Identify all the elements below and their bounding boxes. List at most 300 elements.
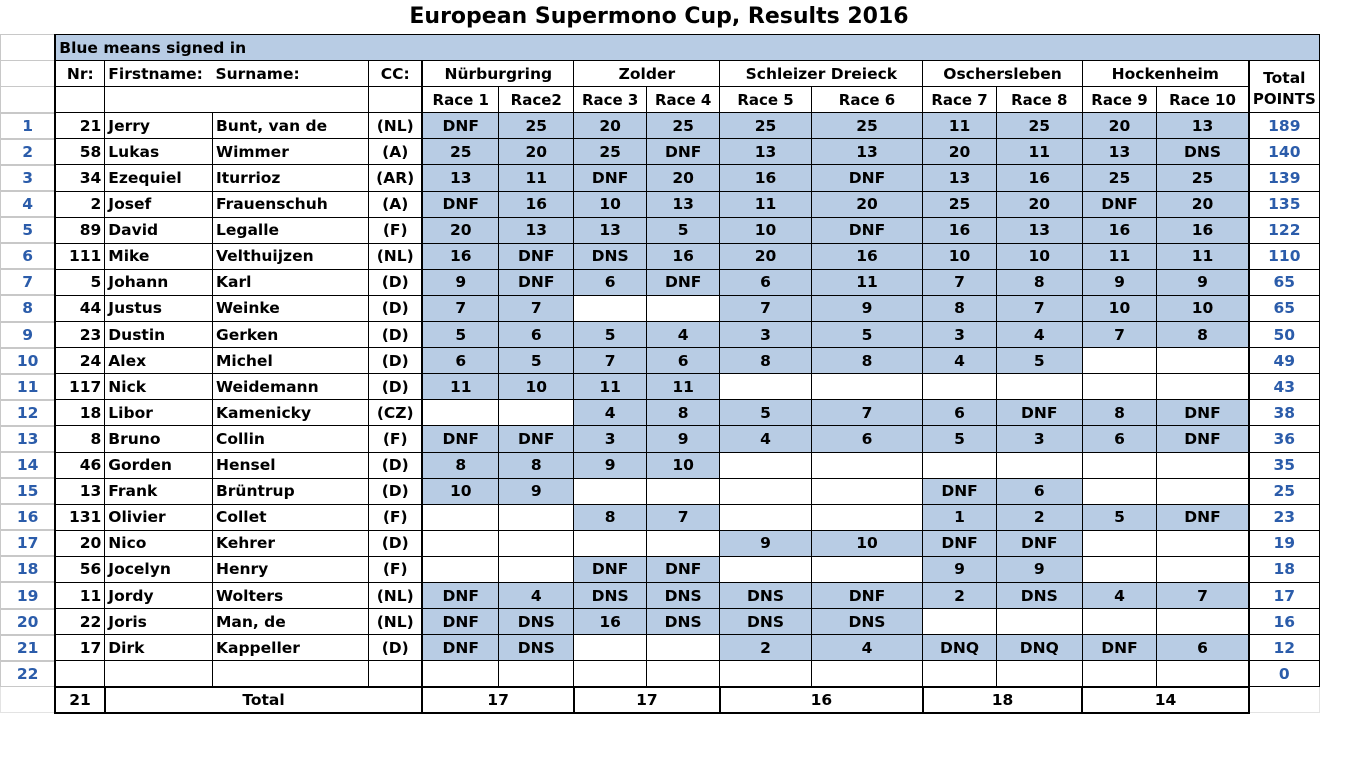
rider-nr: 56 <box>55 556 105 582</box>
race-result: 8 <box>923 295 997 321</box>
rider-country: (D) <box>369 295 423 321</box>
rider-nr: 13 <box>55 478 105 504</box>
race-result: 25 <box>646 113 720 139</box>
row-number-cell <box>1 35 56 61</box>
rider-total-points: 49 <box>1249 348 1319 374</box>
rider-total-points: 122 <box>1249 217 1319 243</box>
race-result-empty <box>1082 478 1156 504</box>
race-result: 8 <box>1082 400 1156 426</box>
rider-surname: Gerken <box>212 322 368 348</box>
rider-surname: Weinke <box>212 295 368 321</box>
race-result-empty <box>499 661 574 687</box>
rider-firstname: Bruno <box>105 426 213 452</box>
race-result: DNF <box>646 269 720 295</box>
rider-total-points: 65 <box>1249 269 1319 295</box>
row-number: 11 <box>1 374 56 400</box>
rider-nr: 22 <box>55 609 105 635</box>
race-result: 13 <box>996 217 1082 243</box>
cell <box>55 87 105 113</box>
race-result-empty <box>574 530 647 556</box>
row-number: 1 <box>1 113 56 139</box>
rider-total-points: 189 <box>1249 113 1319 139</box>
rider-nr: 18 <box>55 400 105 426</box>
rider-firstname: Olivier <box>105 504 213 530</box>
race-result: 9 <box>1082 269 1156 295</box>
race-result-empty <box>811 504 923 530</box>
race-result: 5 <box>646 217 720 243</box>
race-result-empty <box>1157 556 1249 582</box>
venue-total: 18 <box>923 687 1082 713</box>
race-result-empty <box>996 661 1082 687</box>
rider-nr: 58 <box>55 139 105 165</box>
race-result: 7 <box>1082 322 1156 348</box>
row-number: 6 <box>1 243 56 269</box>
rider-nr: 89 <box>55 217 105 243</box>
rider-firstname: Justus <box>105 295 213 321</box>
row-number: 5 <box>1 217 56 243</box>
race-result: DNF <box>499 426 574 452</box>
race-result: 16 <box>1157 217 1249 243</box>
race-result: DNS <box>1157 139 1249 165</box>
rider-total-points: 135 <box>1249 191 1319 217</box>
race-header: Race 5 <box>720 87 811 113</box>
race-result: DNF <box>422 426 498 452</box>
race-result: 8 <box>720 348 811 374</box>
race-result: 4 <box>499 582 574 608</box>
race-result-empty <box>811 478 923 504</box>
rider-firstname: Josef <box>105 191 213 217</box>
race-result-empty <box>720 504 811 530</box>
race-result: 5 <box>720 400 811 426</box>
rider-country: (D) <box>369 530 423 556</box>
rider-country: (A) <box>369 191 423 217</box>
race-result: 11 <box>646 374 720 400</box>
row-number: 19 <box>1 582 56 608</box>
rider-country: (D) <box>369 374 423 400</box>
race-result-empty <box>720 478 811 504</box>
legend-row <box>1 35 1366 61</box>
race-result: DNF <box>996 530 1082 556</box>
venue-total: 14 <box>1082 687 1249 713</box>
race-result: DNS <box>646 582 720 608</box>
rider-nr: 11 <box>55 582 105 608</box>
race-result: 13 <box>1157 113 1249 139</box>
race-result-empty <box>574 661 647 687</box>
rider-nr: 20 <box>55 530 105 556</box>
rider-total-points: 36 <box>1249 426 1319 452</box>
race-result: 20 <box>720 243 811 269</box>
rider-total-points: 18 <box>1249 556 1319 582</box>
venue-total: 16 <box>720 687 923 713</box>
race-result: 13 <box>811 139 923 165</box>
race-result: 6 <box>720 269 811 295</box>
race-result: 10 <box>574 191 647 217</box>
race-result-empty <box>811 452 923 478</box>
race-result: 7 <box>1157 582 1249 608</box>
race-result: 9 <box>1157 269 1249 295</box>
race-result: 8 <box>811 348 923 374</box>
race-result: 16 <box>574 609 647 635</box>
rider-surname: Karl <box>212 269 368 295</box>
race-result: 11 <box>720 191 811 217</box>
race-result-empty <box>1082 661 1156 687</box>
race-result-empty <box>923 609 997 635</box>
race-result: 6 <box>996 478 1082 504</box>
race-result-empty <box>1157 478 1249 504</box>
rider-nr: 111 <box>55 243 105 269</box>
header-firstname: Firstname: <box>105 61 213 87</box>
rider-nr: 34 <box>55 165 105 191</box>
race-result-empty <box>422 504 498 530</box>
rider-row <box>1 426 1366 452</box>
race-result: 5 <box>499 348 574 374</box>
race-result-empty <box>1082 556 1156 582</box>
race-header: Race 9 <box>1082 87 1156 113</box>
race-header: Race 8 <box>996 87 1082 113</box>
row-number: 17 <box>1 530 56 556</box>
rider-surname: Kehrer <box>212 530 368 556</box>
race-result: 6 <box>646 348 720 374</box>
venue-header: Oschersleben <box>923 61 1082 87</box>
rider-row <box>1 269 1366 295</box>
race-result: 10 <box>1157 295 1249 321</box>
row-number: 7 <box>1 269 56 295</box>
rider-country: (D) <box>369 452 423 478</box>
rider-country: (CZ) <box>369 400 423 426</box>
rider-surname: Brüntrup <box>212 478 368 504</box>
race-result: 25 <box>923 191 997 217</box>
race-result-empty <box>646 635 720 661</box>
race-result: 5 <box>422 322 498 348</box>
race-result-empty <box>811 661 923 687</box>
race-result: 5 <box>811 322 923 348</box>
rider-country: (AR) <box>369 165 423 191</box>
rider-country: (NL) <box>369 243 423 269</box>
venue-header: Schleizer Dreieck <box>720 61 923 87</box>
rider-surname: Velthuijzen <box>212 243 368 269</box>
race-result: 8 <box>499 452 574 478</box>
race-result: DNF <box>1157 504 1249 530</box>
race-result: DNS <box>646 609 720 635</box>
race-result: 16 <box>996 165 1082 191</box>
results-table <box>0 34 1366 714</box>
header-row-races <box>1 87 1366 113</box>
venue-total: 17 <box>422 687 574 713</box>
rider-country: (D) <box>369 269 423 295</box>
race-result: 4 <box>720 426 811 452</box>
rider-country: (D) <box>369 478 423 504</box>
rider-surname <box>212 661 368 687</box>
race-result: 3 <box>996 426 1082 452</box>
race-result: DNF <box>1157 400 1249 426</box>
race-result: 6 <box>1082 426 1156 452</box>
race-result: 4 <box>1082 582 1156 608</box>
race-result: 8 <box>574 504 647 530</box>
row-number: 8 <box>1 295 56 321</box>
rider-surname: Kappeller <box>212 635 368 661</box>
race-result: 20 <box>811 191 923 217</box>
race-result: 5 <box>574 322 647 348</box>
venue-header: Zolder <box>574 61 720 87</box>
race-result: 10 <box>422 478 498 504</box>
race-result: 16 <box>811 243 923 269</box>
rider-firstname: Ezequiel <box>105 165 213 191</box>
row-number: 21 <box>1 635 56 661</box>
race-result: 13 <box>1082 139 1156 165</box>
race-result: 4 <box>811 635 923 661</box>
rider-total-points: 16 <box>1249 609 1319 635</box>
rider-surname: Legalle <box>212 217 368 243</box>
race-result: 16 <box>1082 217 1156 243</box>
rider-surname: Henry <box>212 556 368 582</box>
rider-nr: 8 <box>55 426 105 452</box>
race-result-empty <box>422 400 498 426</box>
rider-firstname <box>105 661 213 687</box>
race-result: 6 <box>811 426 923 452</box>
race-result: 25 <box>811 113 923 139</box>
race-result: 20 <box>1157 191 1249 217</box>
race-header: Race2 <box>499 87 574 113</box>
rider-firstname: Nico <box>105 530 213 556</box>
rider-firstname: Lukas <box>105 139 213 165</box>
rider-row <box>1 478 1366 504</box>
rider-nr: 2 <box>55 191 105 217</box>
rider-row <box>1 556 1366 582</box>
race-result-empty <box>574 295 647 321</box>
rider-surname: Wolters <box>212 582 368 608</box>
race-result: 6 <box>422 348 498 374</box>
race-result: 10 <box>1082 295 1156 321</box>
race-result-empty <box>646 530 720 556</box>
rider-country: (D) <box>369 322 423 348</box>
rider-surname: Collet <box>212 504 368 530</box>
race-result: DNF <box>996 400 1082 426</box>
race-header: Race 1 <box>422 87 498 113</box>
rider-firstname: Alex <box>105 348 213 374</box>
race-result: DNF <box>923 478 997 504</box>
race-result: 20 <box>646 165 720 191</box>
race-result-empty <box>1082 452 1156 478</box>
race-result: DNF <box>1082 191 1156 217</box>
rider-total-points: 23 <box>1249 504 1319 530</box>
race-result: 4 <box>923 348 997 374</box>
race-result: 9 <box>646 426 720 452</box>
race-result: DNS <box>574 243 647 269</box>
race-result-empty <box>646 661 720 687</box>
race-result-empty <box>422 661 498 687</box>
row-number: 22 <box>1 661 56 687</box>
rider-row <box>1 217 1366 243</box>
race-result: 4 <box>574 400 647 426</box>
row-number: 3 <box>1 165 56 191</box>
rider-country: (D) <box>369 348 423 374</box>
race-result-empty <box>499 556 574 582</box>
race-result: 2 <box>923 582 997 608</box>
rider-total-points: 65 <box>1249 295 1319 321</box>
rider-total-points: 140 <box>1249 139 1319 165</box>
race-result: 13 <box>422 165 498 191</box>
rider-firstname: Jocelyn <box>105 556 213 582</box>
race-result-empty <box>923 452 997 478</box>
row-number: 12 <box>1 400 56 426</box>
rider-row <box>1 374 1366 400</box>
rider-total-points: 0 <box>1249 661 1319 687</box>
rider-row <box>1 609 1366 635</box>
rider-row <box>1 582 1366 608</box>
race-result: DNS <box>811 609 923 635</box>
rider-surname: Man, de <box>212 609 368 635</box>
row-number-cell <box>1 61 56 87</box>
race-result: 2 <box>996 504 1082 530</box>
rider-firstname: Joris <box>105 609 213 635</box>
race-result: DNS <box>996 582 1082 608</box>
race-result: 7 <box>646 504 720 530</box>
race-result: 13 <box>720 139 811 165</box>
rider-row <box>1 504 1366 530</box>
race-result-empty <box>720 452 811 478</box>
header-points: POINTS <box>1249 87 1319 113</box>
race-result-empty <box>646 295 720 321</box>
race-result: 5 <box>996 348 1082 374</box>
race-result-empty <box>422 530 498 556</box>
race-result: 25 <box>499 113 574 139</box>
rider-row <box>1 530 1366 556</box>
race-result-empty <box>499 400 574 426</box>
venue-header: Nürburgring <box>422 61 574 87</box>
race-result: 16 <box>422 243 498 269</box>
rider-firstname: Gorden <box>105 452 213 478</box>
rider-country: (F) <box>369 426 423 452</box>
race-result: 20 <box>422 217 498 243</box>
rider-firstname: Nick <box>105 374 213 400</box>
rider-nr: 24 <box>55 348 105 374</box>
race-result: 20 <box>1082 113 1156 139</box>
race-result: DNS <box>499 635 574 661</box>
race-result: DNF <box>499 243 574 269</box>
race-result-empty <box>574 635 647 661</box>
rider-nr: 5 <box>55 269 105 295</box>
rider-country: (NL) <box>369 582 423 608</box>
rider-surname: Hensel <box>212 452 368 478</box>
race-result-empty <box>422 556 498 582</box>
race-result: 13 <box>574 217 647 243</box>
race-result-empty <box>646 478 720 504</box>
rider-country: (D) <box>369 635 423 661</box>
race-result: 4 <box>996 322 1082 348</box>
race-result: 8 <box>646 400 720 426</box>
race-result: 8 <box>422 452 498 478</box>
race-result: 1 <box>923 504 997 530</box>
cell <box>1319 35 1365 61</box>
race-result: 13 <box>499 217 574 243</box>
race-result: 11 <box>1082 243 1156 269</box>
rider-surname: Iturrioz <box>212 165 368 191</box>
race-result-empty <box>720 556 811 582</box>
rider-row <box>1 165 1366 191</box>
race-result-empty <box>720 661 811 687</box>
race-result: DNS <box>720 609 811 635</box>
race-result: 9 <box>996 556 1082 582</box>
race-result: DNF <box>422 582 498 608</box>
race-result: DNF <box>422 635 498 661</box>
rider-nr: 44 <box>55 295 105 321</box>
race-result: 25 <box>720 113 811 139</box>
rider-nr: 23 <box>55 322 105 348</box>
rider-surname: Michel <box>212 348 368 374</box>
rider-row <box>1 452 1366 478</box>
race-result: 25 <box>422 139 498 165</box>
race-result: DNF <box>422 113 498 139</box>
race-result: DNF <box>811 217 923 243</box>
rider-firstname: Johann <box>105 269 213 295</box>
race-result-empty <box>811 374 923 400</box>
rider-total-points: 25 <box>1249 478 1319 504</box>
race-result: DNQ <box>923 635 997 661</box>
rider-total-points: 35 <box>1249 452 1319 478</box>
rider-total-points: 12 <box>1249 635 1319 661</box>
race-result: 10 <box>923 243 997 269</box>
race-result: 10 <box>499 374 574 400</box>
race-result-empty <box>1157 452 1249 478</box>
race-result-empty <box>811 556 923 582</box>
race-result-empty <box>1157 530 1249 556</box>
race-result: DNF <box>422 609 498 635</box>
rider-total-points: 50 <box>1249 322 1319 348</box>
venue-total: 17 <box>574 687 720 713</box>
rider-country: (F) <box>369 504 423 530</box>
rider-row <box>1 635 1366 661</box>
row-number: 13 <box>1 426 56 452</box>
race-result: 8 <box>996 269 1082 295</box>
rider-row <box>1 243 1366 269</box>
race-result: 16 <box>923 217 997 243</box>
rider-firstname: Libor <box>105 400 213 426</box>
row-number: 15 <box>1 478 56 504</box>
race-result: 10 <box>720 217 811 243</box>
race-result: 16 <box>720 165 811 191</box>
race-result: DNS <box>574 582 647 608</box>
race-result: DNQ <box>996 635 1082 661</box>
race-result: 10 <box>996 243 1082 269</box>
race-result-empty <box>1157 348 1249 374</box>
race-result: 25 <box>574 139 647 165</box>
race-result: 6 <box>923 400 997 426</box>
rider-country: (F) <box>369 217 423 243</box>
rider-firstname: Jerry <box>105 113 213 139</box>
rider-country: (NL) <box>369 609 423 635</box>
rider-surname: Weidemann <box>212 374 368 400</box>
rider-nr: 17 <box>55 635 105 661</box>
race-header: Race 10 <box>1157 87 1249 113</box>
race-result: DNF <box>923 530 997 556</box>
race-result: DNF <box>811 165 923 191</box>
race-result: 11 <box>996 139 1082 165</box>
race-result: 9 <box>923 556 997 582</box>
race-result: 9 <box>422 269 498 295</box>
race-result: 11 <box>811 269 923 295</box>
rider-nr: 21 <box>55 113 105 139</box>
rider-total-points: 139 <box>1249 165 1319 191</box>
cell <box>105 87 213 113</box>
race-result: DNF <box>1082 635 1156 661</box>
race-result: 10 <box>646 452 720 478</box>
race-result: DNF <box>811 582 923 608</box>
race-result: DNS <box>499 609 574 635</box>
rider-country: (F) <box>369 556 423 582</box>
race-result: 2 <box>720 635 811 661</box>
race-result: DNF <box>422 191 498 217</box>
rider-country <box>369 661 423 687</box>
